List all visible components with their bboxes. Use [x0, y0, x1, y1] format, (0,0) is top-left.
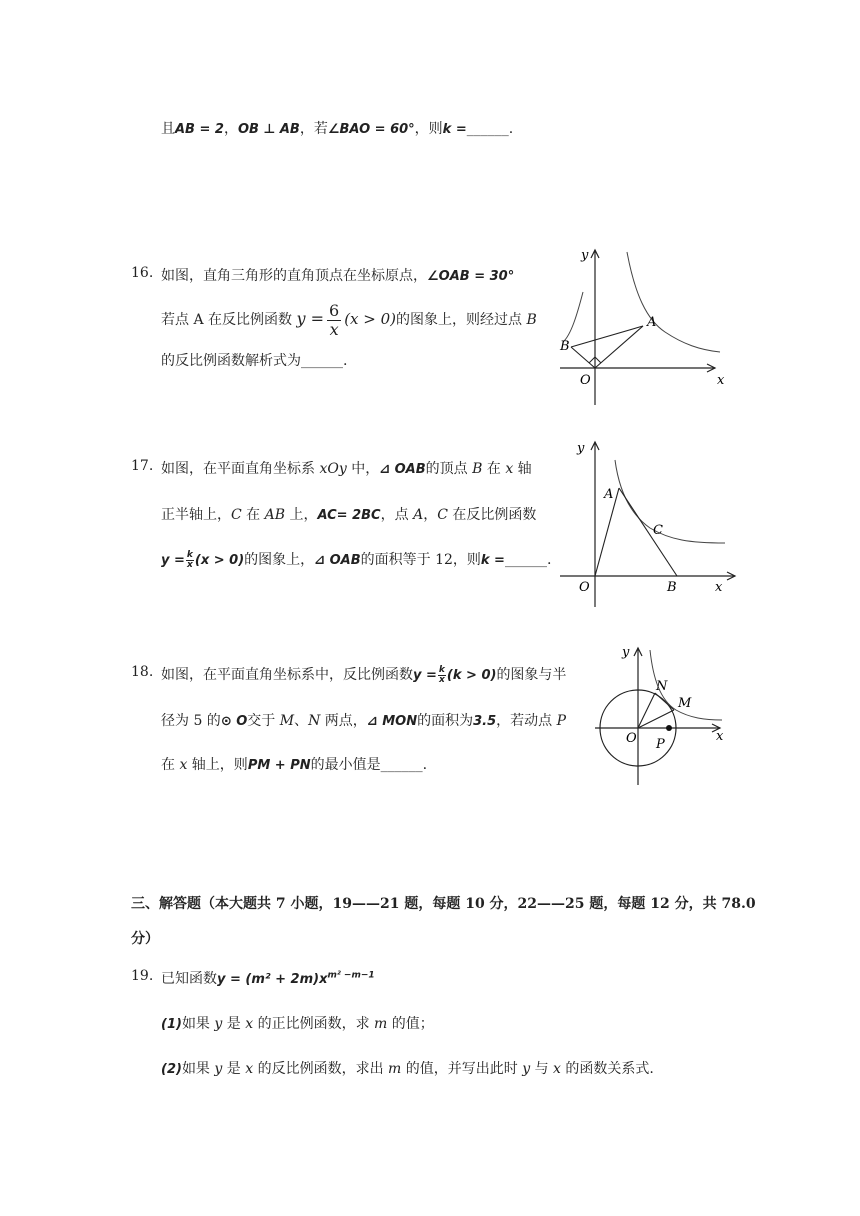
q19-text: 已知函数	[161, 971, 217, 987]
q17-frac-num: k	[186, 549, 193, 560]
q18-label-p: P	[656, 737, 665, 752]
q17-x: x	[505, 461, 514, 477]
q19-text: 如果	[181, 1061, 215, 1077]
q18-text: 的面积为	[417, 713, 474, 729]
q18-side-on	[638, 693, 655, 728]
q19-m: m	[374, 1016, 388, 1032]
q18-cond: (k > 0)	[446, 668, 497, 683]
q18-text: 在	[161, 757, 180, 773]
q19-x: x	[553, 1061, 561, 1077]
q19-text: 的值，并写出此时	[401, 1061, 523, 1077]
q17-text: 在反比例函数	[447, 507, 537, 523]
q16-label-y: y	[581, 248, 589, 263]
q16-y-eq: y =	[296, 309, 324, 329]
q17-frac-den: x	[187, 559, 193, 570]
q18-triangle: ⊿ MON	[366, 714, 418, 729]
q18-label-m: M	[678, 696, 692, 711]
q17-text: 如图，在平面直角坐标系	[161, 461, 320, 477]
q15-perp: ⊥	[258, 122, 280, 137]
q18-label-y: y	[622, 645, 630, 660]
q19-text: 是	[222, 1016, 246, 1032]
q15-blank: ______	[466, 121, 509, 137]
q19-x: x	[245, 1016, 254, 1032]
q17-label-b: B	[667, 580, 677, 595]
q17-number: 17.	[131, 458, 154, 474]
q16-frac-den: x	[329, 319, 339, 339]
section-heading-line2: 分）	[131, 931, 159, 947]
q16-fraction	[327, 302, 341, 338]
q19-text: 的值；	[387, 1016, 434, 1032]
q15-text: ，若	[299, 121, 328, 137]
q16-side-ab	[571, 326, 643, 347]
q15-text: ，则	[414, 121, 443, 137]
q17-text: 在	[241, 507, 265, 523]
q15-k: k =	[442, 122, 467, 137]
q16-curve-right	[627, 252, 720, 352]
q17-label-y: y	[577, 441, 585, 456]
q18-frac-den: x	[439, 674, 445, 685]
q19-function: y = (m² + 2m)x	[217, 972, 328, 987]
q17-text: 轴	[513, 461, 532, 477]
q17-side-ab	[619, 488, 677, 576]
q19-text: 与	[530, 1061, 554, 1077]
q16-text: 的图象上，则经过点	[396, 312, 527, 329]
q19-part1	[161, 1013, 434, 1033]
q15-ob: OB	[237, 122, 259, 137]
q18-line1	[161, 664, 566, 685]
q18-label-o: O	[626, 731, 637, 746]
q16-label-a: A	[647, 315, 657, 330]
q19-number: 19.	[131, 968, 154, 984]
q16-line2	[161, 302, 537, 338]
q16-text: 若点 A 在反比例函数	[161, 312, 297, 329]
q18-point-p	[666, 725, 672, 731]
q17-cond: (x > 0)	[194, 553, 245, 568]
q16-figure	[555, 240, 735, 410]
q15-ab-eq: AB = 2	[175, 122, 224, 137]
q17-text: 正半轴上，	[161, 507, 231, 523]
q15-text: 且	[161, 121, 175, 137]
q19-exponent: m² −m−1	[327, 970, 375, 981]
q18-text: 的图象与半	[496, 667, 567, 683]
section-heading	[131, 893, 756, 913]
q19-part2	[161, 1058, 654, 1078]
q17-label-a: A	[604, 487, 614, 502]
q17-text: ，	[423, 507, 438, 523]
q18-text: ，若动点	[496, 713, 557, 729]
q18-label-x: x	[716, 729, 724, 744]
q19-text: 如果	[181, 1016, 215, 1032]
q18-text: 轴上，则	[187, 757, 248, 773]
q19-part1-tag: (1)	[161, 1017, 182, 1032]
q19-line1	[161, 968, 375, 988]
q17-text: 在	[482, 461, 506, 477]
q17-label-c: C	[653, 523, 663, 538]
section-heading-text: 三、解答题（本大题共 7 小题，19——21 题，每题 10 分，22——25 题，每题 12 分，共	[131, 896, 722, 912]
q16-label-x: x	[717, 373, 725, 388]
q17-figure	[555, 432, 740, 612]
q16-cond: (x > 0)	[344, 310, 396, 329]
q18-figure	[590, 640, 730, 790]
q19-text: 的函数关系式.	[560, 1061, 654, 1077]
q17-text: ，点	[380, 507, 414, 523]
q19-part2-tag: (2)	[161, 1062, 182, 1077]
q17-ab: AB	[264, 507, 286, 523]
q16-point-b: B	[526, 312, 537, 329]
q16-frac-num: 6	[329, 301, 340, 320]
q18-side-mn	[655, 693, 674, 710]
q17-text: 的顶点	[425, 461, 473, 477]
q18-area-value: 3.5	[473, 714, 497, 729]
q19-x: x	[245, 1061, 254, 1077]
q17-ac-eq: AC= 2BC	[317, 508, 381, 523]
q15-line	[161, 118, 513, 138]
q18-y-eq: y =	[413, 668, 437, 683]
q17-text: 的图象上，	[244, 552, 315, 568]
q17-text: 上，	[285, 507, 318, 523]
q18-x: x	[179, 757, 188, 773]
q16-curve-left	[563, 292, 583, 342]
q16-label-b: B	[560, 339, 570, 354]
q19-m: m	[388, 1061, 402, 1077]
q18-n: N	[308, 713, 321, 729]
q18-circle-o: ⊙ O	[220, 714, 248, 729]
q17-fraction	[186, 551, 194, 570]
q19-y: y	[522, 1061, 531, 1077]
q18-text: 的最小值是______.	[310, 757, 428, 773]
q18-fraction	[438, 666, 446, 685]
section-total-score: 78.0	[721, 896, 756, 912]
q18-label-n: N	[656, 679, 668, 694]
q19-y: y	[214, 1061, 223, 1077]
q17-triangle: ⊿ OAB	[379, 462, 426, 477]
q16-line1	[161, 265, 514, 285]
q19-text: 的正比例函数，求	[253, 1016, 375, 1032]
q17-label-o: O	[579, 580, 590, 595]
q18-line3	[161, 754, 427, 774]
q17-text: 中，	[346, 461, 380, 477]
q18-text: 两点，	[320, 713, 367, 729]
q18-text: 如图，在平面直角坐标系中，反比例函数	[161, 667, 413, 683]
q18-text: 、	[294, 713, 309, 729]
q18-text: 交于	[247, 713, 280, 729]
q18-expr: PM + PN	[247, 758, 311, 773]
q18-line2	[161, 710, 566, 730]
q19-text: 是	[222, 1061, 246, 1077]
q17-c: C	[437, 507, 448, 523]
q18-frac-num: k	[438, 664, 445, 675]
q15-text: ，	[223, 121, 238, 137]
q15-text: .	[508, 121, 514, 137]
q17-label-x: x	[715, 580, 723, 595]
q17-line1	[161, 458, 532, 478]
q16-line3: 的反比例函数解析式为______.	[161, 353, 348, 369]
q16-angle: ∠OAB = 30°	[427, 269, 515, 284]
q18-p: P	[556, 713, 566, 729]
q19-y: y	[214, 1016, 223, 1032]
q15-angle: ∠BAO = 60°	[327, 122, 415, 137]
q17-text: 的面积等于 12，则	[360, 552, 481, 568]
q17-a: A	[413, 507, 424, 523]
q19-text: 的反比例函数，求出	[253, 1061, 389, 1077]
q17-k: k =	[480, 553, 505, 568]
q17-xoy: xOy	[319, 461, 347, 477]
q18-m: M	[279, 713, 295, 729]
q15-ab: AB	[279, 122, 300, 137]
q17-line2	[161, 504, 536, 524]
q16-text: 如图，直角三角形的直角顶点在坐标原点，	[161, 268, 427, 284]
q17-blank: ______.	[504, 552, 552, 568]
q16-side-ob	[571, 347, 595, 368]
q17-c: C	[231, 507, 242, 523]
q18-text: 径为 5 的	[161, 713, 221, 729]
q17-line3	[161, 549, 551, 570]
q17-triangle: ⊿ OAB	[314, 553, 361, 568]
q17-y-eq: y =	[161, 553, 185, 568]
q17-curve	[615, 460, 725, 543]
q16-side-oa	[595, 326, 643, 368]
q17-b: B	[472, 461, 483, 477]
q18-number: 18.	[131, 664, 154, 680]
q16-number: 16.	[131, 265, 154, 281]
q16-label-o: O	[580, 373, 591, 388]
